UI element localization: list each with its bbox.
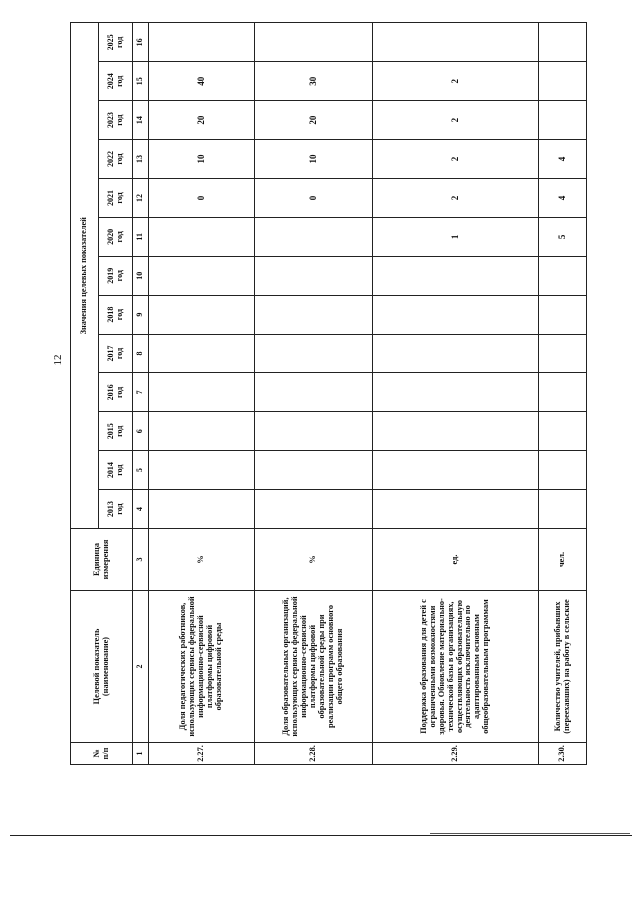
row-value-cell <box>539 101 587 140</box>
row-unit: % <box>149 529 255 591</box>
row-value-cell: 4 <box>539 178 587 217</box>
row-value-cell <box>539 412 587 451</box>
row-value-cell <box>539 451 587 490</box>
row-value-cell <box>373 334 539 373</box>
table-row <box>149 23 255 765</box>
column-number-13: 13 <box>133 140 149 179</box>
row-value-cell <box>373 23 539 62</box>
row-value-cell <box>255 23 373 62</box>
header-year-5: 2018 год <box>99 295 133 334</box>
header-year-9: 2022 год <box>99 140 133 179</box>
header-column-numbers-row <box>133 23 149 765</box>
row-value-cell <box>373 256 539 295</box>
row-id: 2.29. <box>373 743 539 765</box>
column-number-6: 6 <box>133 412 149 451</box>
row-value-cell <box>255 334 373 373</box>
row-value-cell: 4 <box>539 140 587 179</box>
column-number-16: 16 <box>133 23 149 62</box>
header-year-6: 2019 год <box>99 256 133 295</box>
page-number: 12 <box>52 354 64 366</box>
row-value-cell <box>373 295 539 334</box>
header-year-4: 2017 год <box>99 334 133 373</box>
row-value-cell <box>149 490 255 529</box>
header-year-12: 2025 год <box>99 23 133 62</box>
row-value-cell: 2 <box>373 178 539 217</box>
row-value-cell <box>539 373 587 412</box>
row-id: 2.27. <box>149 743 255 765</box>
row-value-cell <box>373 451 539 490</box>
header-unit: Единица измерения <box>71 529 133 591</box>
column-number-15: 15 <box>133 62 149 101</box>
row-value-cell <box>373 490 539 529</box>
row-value-cell <box>255 412 373 451</box>
row-value-cell <box>539 334 587 373</box>
row-value-cell: 20 <box>255 101 373 140</box>
row-value-cell <box>149 412 255 451</box>
row-indicator-name: Количество учителей, прибывших (переехавших) на работу в сельские <box>539 591 587 743</box>
row-value-cell <box>539 256 587 295</box>
indicators-table <box>70 22 587 765</box>
column-number-3: 3 <box>133 529 149 591</box>
row-value-cell <box>539 295 587 334</box>
row-value-cell: 2 <box>373 62 539 101</box>
header-name: Целевой показатель (наименование) <box>71 591 133 743</box>
header-year-7: 2020 год <box>99 217 133 256</box>
row-value-cell <box>373 412 539 451</box>
column-number-12: 12 <box>133 178 149 217</box>
row-value-cell: 2 <box>373 140 539 179</box>
table-row <box>539 23 587 765</box>
row-id: 2.30. <box>539 743 587 765</box>
header-year-2: 2015 год <box>99 412 133 451</box>
row-value-cell <box>255 256 373 295</box>
row-unit: ед. <box>373 529 539 591</box>
page-divider-line <box>10 835 632 836</box>
column-number-14: 14 <box>133 101 149 140</box>
header-year-10: 2023 год <box>99 101 133 140</box>
row-value-cell: 2 <box>373 101 539 140</box>
header-year-11: 2024 год <box>99 62 133 101</box>
row-value-cell <box>539 23 587 62</box>
header-year-1: 2014 год <box>99 451 133 490</box>
column-number-8: 8 <box>133 334 149 373</box>
row-value-cell: 40 <box>149 62 255 101</box>
header-values-group: Значения целевых показателей <box>71 23 99 529</box>
header-year-3: 2016 год <box>99 373 133 412</box>
row-value-cell: 1 <box>373 217 539 256</box>
row-indicator-name: Доля педагогических работников, использующих сервисы федеральной информационно-сервисной платформы цифровой образовательной среды <box>149 591 255 743</box>
row-value-cell <box>539 62 587 101</box>
table-row <box>255 23 373 765</box>
header-year-0: 2013 год <box>99 490 133 529</box>
column-number-1: 1 <box>133 743 149 765</box>
row-value-cell <box>255 373 373 412</box>
column-number-11: 11 <box>133 217 149 256</box>
row-value-cell <box>149 217 255 256</box>
row-value-cell: 30 <box>255 62 373 101</box>
row-value-cell <box>539 490 587 529</box>
column-number-9: 9 <box>133 295 149 334</box>
row-value-cell <box>149 334 255 373</box>
row-value-cell: 5 <box>539 217 587 256</box>
row-value-cell: 0 <box>149 178 255 217</box>
row-value-cell <box>149 23 255 62</box>
column-number-4: 4 <box>133 490 149 529</box>
indicators-table-rotated <box>70 23 575 765</box>
row-value-cell <box>255 490 373 529</box>
column-number-2: 2 <box>133 591 149 743</box>
column-number-5: 5 <box>133 451 149 490</box>
row-value-cell <box>255 295 373 334</box>
row-value-cell: 10 <box>255 140 373 179</box>
row-value-cell <box>255 451 373 490</box>
row-value-cell: 20 <box>149 101 255 140</box>
row-value-cell <box>149 256 255 295</box>
row-unit: чел. <box>539 529 587 591</box>
column-number-7: 7 <box>133 373 149 412</box>
row-id: 2.28. <box>255 743 373 765</box>
row-indicator-name: Поддержка образования для детей с ограниченными возможностями здоровья. Обновление материально-технической базы в организациях, осуществляющих образовательную деятельность исключительно по адаптированным основным общеобразовательным программам <box>373 591 539 743</box>
row-unit: % <box>255 529 373 591</box>
row-value-cell <box>149 295 255 334</box>
table-row <box>373 23 539 765</box>
page-divider-line-secondary <box>430 833 630 834</box>
row-value-cell: 0 <box>255 178 373 217</box>
row-value-cell <box>149 451 255 490</box>
row-value-cell: 10 <box>149 140 255 179</box>
header-num: № п/п <box>71 743 133 765</box>
row-value-cell <box>255 217 373 256</box>
row-value-cell <box>373 373 539 412</box>
row-indicator-name: Доля образовательных организаций, использующих сервисы федеральной информационно-сервисной платформы цифровой образовательной среды при реализации программ основного общего образования <box>255 591 373 743</box>
header-year-8: 2021 год <box>99 178 133 217</box>
column-number-10: 10 <box>133 256 149 295</box>
row-value-cell <box>149 373 255 412</box>
